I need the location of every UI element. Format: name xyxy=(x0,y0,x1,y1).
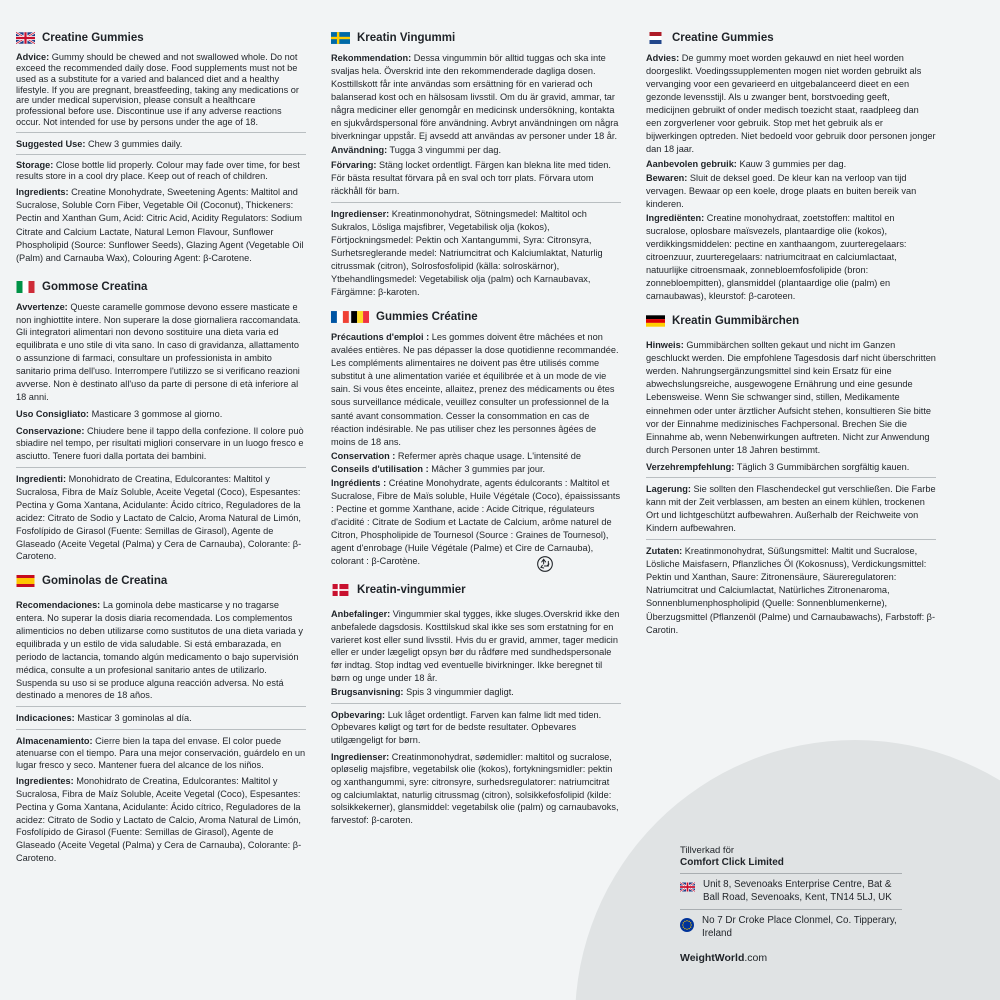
divider xyxy=(16,132,306,133)
advice-text: Hinweis: Gummibärchen sollten gekaut und nicht im Ganzen geschluckt werden. Die empfohlene Tagesdosis darf nicht überschritten werden. Nahrungsergänzungsmittel sind kein Ersatz für eine abwechslungsreiche, ausgewogene Ernährung und eine gesunde Lebensweise. Wenn Sie schwanger sind, stillen, Medikamente einnehmen oder unter ärztlicher Aufsicht stehen, konsultieren Sie bitte vor der Einnahme medizinisches Fachpersonal. Brechen Sie die Einnahme ab, wenn Nebenwirkungen auftreten. Nicht zur Anwendung durch Personen unter 18 Jahren bestimmt. xyxy=(646,340,936,455)
advice-text: Advies: De gummy moet worden gekauwd en niet heel worden doorgeslikt. Voedingssupplementen mogen niet worden gebruikt als vervanging voor een gevarieerd en uitgebalanceerd dieet en een gezonde levensstijl. Als u zwanger bent, borstvoeding geeft, medicijnen gebruikt of onder medisch toezicht staat, raadpleeg dan een zorgverlener voor gebruik. Stop met het gebruik als er bijwerkingen optreden. Niet bedoeld voor gebruik door personen jonger dan 18 jaar. xyxy=(646,53,936,155)
storage-text: Almacenamiento: Cierre bien la tapa del envase. El color puede atenuarse con el tiempo. Para una mejor conservación, guárdelo en un lugar fresco y seco. Mantener fuera del alcance de los niños. xyxy=(16,735,306,770)
section-title-text: Kreatin-vingummier xyxy=(357,584,466,597)
storage-text: Bewaren: Sluit de deksel goed. De kleur kan na verloop van tijd vervagen. Bewaar op een koele, droge plaats en buiten bereik van kinderen. xyxy=(646,172,917,209)
suggested-use-text: Suggested Use: Chew 3 gummies daily. xyxy=(16,139,183,150)
section-title-text: Kreatin Vingummi xyxy=(357,32,456,44)
uk-address: Unit 8, Sevenoaks Enterprise Centre, Bat & Ball Road, Sevenoaks, Kent, TN14 5LJ, UK xyxy=(703,879,892,903)
company-name: Comfort Click Limited xyxy=(680,857,784,868)
advice-text: Avvertenze: Queste caramelle gommose devono essere masticate e non inghiottite intere. Non superare la dose giornaliera raccomandata. Gli integratori alimentari non devono sostituire una dieta varia ed equilibrata e uno stile di vita sano. In caso di gravidanza, allattamento o assunzione di farmaci, consultare un professionista in ambito sanitario prima dell'uso. Interrompere l'utilizzo se si verificano reazioni avverse. Non è destinato all'uso da parte di persone di età inferiore al 18 anni. xyxy=(16,301,301,402)
ingredients-text: Ingredients: Creatine Monohydrate, Sweetening Agents: Maltitol and Sucralose, Soluble Corn Fiber, Vegetable Oil (Coconut), Thickeners: Pectin and Xanthan Gum, Acid: Citric Acid, Acidity Regulators: Sodium Citrate and Calcium Lactate, Natural Lemon Flavour, Sunflower Phospholipid (Source: Sunflower Seeds), Glazing Agent (Vegetable Oil (Palm) and Carnauba Wax), Colouring Agent: β-Carotene. xyxy=(16,187,304,263)
storage-text: Lagerung: Sie sollten den Flaschendeckel gut verschließen. Die Farbe kann mit der Zeit verblassen, am besten an einem kühlen, trockenen Ort und lichtgeschützt aufbewahren. Außerhalb der Reichweite von Kindern aufbewahren. xyxy=(646,483,936,534)
section-english xyxy=(16,30,306,265)
divider xyxy=(646,539,936,540)
section-title xyxy=(646,313,936,329)
storage-text: Förvaring: Stäng locket ordentligt. Färgen kan blekna lite med tiden. För bästa resultat förvara på en sval och torr plats. Förvara utom räckhåll för barn. xyxy=(331,159,611,196)
advice-text: Recomendaciones: La gominola debe masticarse y no tragarse entera. No superar la dosis diaria recomendada. Los complementos alimenticios no deben utilizarse como sustitutos de una dieta variada y equilibrada y un estilo de vida saludable. Si está embarazada, en periodo de lactancia, tomando algún medicamento o bajo supervisión médica, consulte a un profesional sanitario antes de utilizarlo. Suspenda su uso si se produce alguna reacción adversa. No está destinado a menores de 18 años. xyxy=(16,600,304,701)
section-title-text: Creatine Gummies xyxy=(42,32,144,44)
section-title xyxy=(646,30,936,46)
ingredients-text: Ingredienser: Creatinmonohydrat, sødemidler: maltitol og sucralose, opløselig majsfibre, vegetabilsk olie (kokos), fortykningsmidler: pektin og xanthangummi, syre: citronsyre, surhedsregulatorer: natriumcitrat og calciumlaktat, naturlig citrussmag (citron), solsikkefosfolipid (kilde: solsikkekerner), glansmiddel: vegetabilsk olie (palm) og carnaubavoks, farvestof: β-caroten. xyxy=(331,751,619,826)
section-swedish xyxy=(331,30,621,299)
sweden-flag-icon xyxy=(331,32,350,44)
section-title xyxy=(331,309,621,325)
section-title xyxy=(331,582,621,598)
storage-text: Conservation : Refermer après chaque usage. L'intensité de xyxy=(331,450,581,461)
ingredients-text: Ingrediënten: Creatine monohydraat, zoetstoffen: maltitol en sucralose, oplosbare maïsvezels, plantaardige olie (kokos), verdikkingsmiddelen: pectine en xanthaangom, zuurteregelaars: citroenzuur, zuurteregelaars: natriumcitraat en calciumlactaat, natuurlijke citroensmaak, zonnebloemfosfolipide (bron: zonnebloempitten), glansmiddel (plantaardige olie (palm) en carnaubawas), kleurstof: β-caroteen. xyxy=(646,212,907,302)
advice-text: Anbefalinger: Vingummier skal tygges, ikke sluges.Overskrid ikke den anbefalede dagsdosis. Kosttilskud skal ikke ses som erstatning for en varieret kost eller sund livsstil. Hvis du er gravid, ammer, tager medicin eller er under lægeligt opsyn bør du rådføre med sundhedspersonale før indtag. Stop indtag ved eventuelle bivirkninger. Ikke beregnet til børn og unge under 18 år. xyxy=(331,609,620,683)
divider xyxy=(16,467,306,468)
ingredients-text: Zutaten: Kreatinmonohydrat, Süßungsmittel: Maltit und Sucralose, Lösliche Maisfasern, Pflanzliches Öl (Kokosnuss), Verdickungsmittel: Pektin und Xanthan, Saure: Zitronensäure, Säureregulatoren: Natriumcitrat und Calciumlactat, Natürliches Zitronenaroma, Sonnenblumenphospholipid (Quelle: Sonnenblumenkerne), Überzugsmittel (Pflanzenöl (Palme) und Carnaubawachs), Farbstoff: β-Carotin. xyxy=(646,546,936,635)
eu-address: No 7 Dr Croke Place Clonmel, Co. Tipperary, Ireland xyxy=(702,915,897,940)
section-title-text: Creatine Gummies xyxy=(672,32,774,44)
section-title xyxy=(16,30,306,46)
suggested-use-text: Verzehrempfehlung: Täglich 3 Gummibärchen sorgfältig kauen. xyxy=(646,461,910,472)
ingredients-text: Ingrédients : Créatine Monohydrate, agents édulcorants : Maltitol et Sucralose, Fibre de Maïs soluble, Huile Végétale (Coco), épaississants : Pectine et gomme Xanthane, acide : Acide Citrique, régulateurs d'acidité : Citrate de Sodium et Lactate de Calcium, arôme naturel de Citron, Phospholipide de Tournesol (Source : Graines de Tournesol), agent d'enrobage (Huile Végétale (Palme) et Cire de Carnauba), colorant : β-Carotène. xyxy=(331,477,621,567)
advice-text: Précautions d'emploi : Les gommes doivent être mâchées et non avalées entières. Ne pas dépasser la dose quotidienne recommandée. Les compléments alimentaires ne doivent pas être utilisés comme substitut à une alimentation variée et équilibrée et à un mode de vie sain. Si vous êtes enceinte, allaitez, prenez des médicaments ou êtes sous surveillance médicale, veuillez consulter un professionnel de la santé avant consommation. Cesser la consommation en cas de réaction indésirable. Ne pas utiliser chez les personnes âgées de moins de 18 ans. xyxy=(331,332,619,447)
divider xyxy=(16,729,306,730)
suggested-use-text: Brugsanvisning: Spis 3 vingummier dagligt. xyxy=(331,687,514,698)
netherlands-flag-icon xyxy=(646,32,665,44)
storage-text: Opbevaring: Luk låget ordentligt. Farven kan falme lidt med tiden. Opbevares køligt og tørt for de bedste resultater. Opbevares utilgængeligt for børn. xyxy=(331,709,602,745)
eu-address-row xyxy=(680,909,902,945)
advice-text: Rekommendation: Dessa vingummin bör alltid tuggas och ska inte svaljas hela. Överskrid inte den rekommenderade dagliga dosen. Kosttillskott får inte användas som ersättning för en varierad och balanserad kost och en hälsosam livsstil. Om du är gravid, ammar, tar några mediciner eller genomgår en medicinsk undersökning, kontakta en sjukvårdspersonal före användning. Avbryt användningen om några biverkningar uppstår. Ej avsedd att användas av personer under 18 år. xyxy=(331,53,619,142)
section-title-text: Gummies Créatine xyxy=(376,311,478,324)
made-for-label: Tillverkad för xyxy=(680,845,735,856)
storage-text: Conservazione: Chiudere bene il tappo della confezione. Il colore può sbiadire nel tempo, per risultati migliori conservare in un luogo fresco e asciutto. Tenere fuori dalla portata dei bambini. xyxy=(16,425,304,462)
column-1 xyxy=(16,30,306,875)
section-title-text: Gominolas de Creatina xyxy=(42,575,168,588)
suggested-use-text: Aanbevolen gebruik: Kauw 3 gummies per dag. xyxy=(646,158,847,169)
section-title-text: Gommose Creatina xyxy=(42,280,148,293)
column-3 xyxy=(646,30,936,647)
section-italian xyxy=(16,279,306,564)
manufacturer-address xyxy=(680,845,902,964)
section-french xyxy=(331,309,621,572)
eu-flag-icon xyxy=(680,918,694,932)
section-title-text: Kreatin Gummibärchen xyxy=(672,315,800,328)
uk-flag-icon xyxy=(16,32,35,44)
section-spanish xyxy=(16,573,306,865)
germany-flag-icon xyxy=(646,315,665,327)
suggested-use-text: Uso Consigliato: Masticare 3 gommose al giorno. xyxy=(16,408,223,419)
ingredients-text: Ingredienti: Monohidrato de Creatina, Edulcorantes: Maltitol y Sucralosa, Fibra de Maíz Soluble, Aceite Vegetal (Coco), Espesantes: Pectina y Goma Xantana, Acidulante: Ácido cítrico, Reguladores de la acidez: Citrato de Sodio y Lactato de Calcio, Aroma Natural de Limón, Fosfolípido de Girasol (Fuente: Semillas de Girasol), Agente de Glaseado (Aceite Vegetal (Palma) y Cera de Carnauba), Colorante: β-Caroteno. xyxy=(16,474,302,562)
section-danish xyxy=(331,582,621,827)
column-2 xyxy=(331,30,621,837)
ingredients-text: Ingredientes: Monohidrato de Creatina, Edulcorantes: Maltitol y Sucralosa, Fibra de Maíz Soluble, Aceite Vegetal (Coco), Espesantes: Pectina y Goma Xantana, Acidulante: Ácido cítrico, Reguladores de la acidez: Citrato de Sodio y Lactato de Calcio, Aroma Natural de Limón, Fosfolípido de Girasol (Fuente: Semillas de Girasol), Agente de Glaseado (Aceite Vegetal (Palma) y Cera de Carnauba), Colorante: β-Caroteno. xyxy=(16,775,302,864)
storage-text: Storage: Close bottle lid properly. Colour may fade over time, for best results store in a cool dry place. Keep out of reach of children. xyxy=(16,160,300,182)
section-dutch xyxy=(646,30,936,303)
divider xyxy=(646,477,936,478)
recycle-icon xyxy=(537,556,553,572)
advice-text: Advice: Gummy should be chewed and not swallowed whole. Do not exceed the recommended daily dose. Food supplements must not be used as a substitute for a varied and balanced diet and a healthy lifestyle. If you are pregnant, breastfeeding, taking any medications or are under medical supervision, please consult a healthcare professional before use. Discontinue use if any adverse reactions occur. Not intended for use by persons under the age of 18. xyxy=(16,52,299,128)
uk-address-row xyxy=(680,873,902,909)
divider xyxy=(331,703,621,704)
italy-flag-icon xyxy=(16,281,35,293)
divider xyxy=(16,706,306,707)
section-title xyxy=(16,573,306,589)
spain-flag-icon xyxy=(16,575,35,587)
section-title xyxy=(331,30,621,46)
suggested-use-text: Användning: Tugga 3 vingummi per dag. xyxy=(331,145,502,156)
suggested-use-text: Indicaciones: Masticar 3 gominolas al día. xyxy=(16,713,192,724)
denmark-flag-icon xyxy=(331,584,350,596)
ingredients-text: Ingredienser: Kreatinmonohydrat, Sötningsmedel: Maltitol och Sukralos, Lösliga majsfibrer, Vegetabilisk olja (kokos), Förtjockningsmedel: Pektin och Xantangummi, Syra: Citronsyra, Surhetsreglerande medel: Natriumcitrat och Kalciumlaktat, Naturlig citrussmak (citron), Solrosfosfolipid (källa: solroskärnor), Ytbehandlingsmedel: Vegetabilisk olja (palm) och Karnaubavax, Färgämne: β-karoten. xyxy=(331,208,603,298)
france-belgium-flags-icon xyxy=(331,311,369,323)
uk-flag-icon xyxy=(680,882,695,892)
section-title xyxy=(16,279,306,295)
section-german xyxy=(646,313,936,636)
divider xyxy=(16,154,306,155)
divider xyxy=(331,202,621,203)
website: WeightWorld.com xyxy=(680,951,768,964)
suggested-use-text: Conseils d'utilisation : Mâcher 3 gummies par jour. xyxy=(331,463,546,474)
